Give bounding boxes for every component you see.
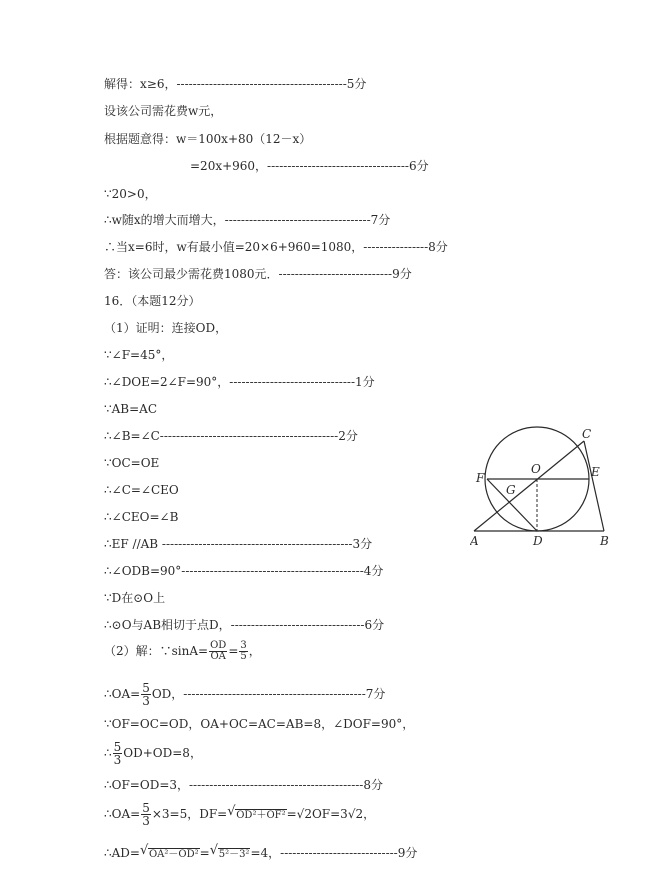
label-g: G <box>506 483 516 497</box>
text-fragment: ∴OA= <box>104 687 141 701</box>
fraction-numerator: 5 <box>113 740 122 754</box>
text-line: ∴∠C=∠CEO <box>104 483 179 497</box>
text-fragment: = <box>228 644 239 658</box>
label-a: A <box>470 534 479 548</box>
label-d: D <box>533 534 543 548</box>
fraction <box>141 682 151 707</box>
text-fragment: = <box>286 807 297 821</box>
label-o: O <box>531 462 541 476</box>
text-line: ∴OF=OD=3，-------------------------------------------8分 <box>104 778 383 792</box>
text-fragment: √2 <box>347 807 364 821</box>
text-line: 解得：x≥6，------------------------------------------5分 <box>104 77 367 91</box>
text-fragment: = <box>199 846 210 860</box>
square-root <box>227 806 286 824</box>
text-line: =20x+960，-----------------------------------6分 <box>190 159 429 173</box>
text-fragment: （2）解：∵sinA= <box>104 644 209 658</box>
text-fragment: ×3=5，DF= <box>151 807 228 821</box>
text-line: 设该公司需花费w元， <box>104 104 223 118</box>
text-fragment: ， <box>363 807 376 821</box>
text-line: ∵AB=AC <box>104 402 158 416</box>
text-line: ∵OC=OE <box>104 456 160 470</box>
label-f: F <box>476 471 485 485</box>
text-line: ∴⊙O与AB相切于点D，---------------------------------6分 <box>104 618 385 632</box>
text-line: ∵∠F=45°， <box>104 348 174 362</box>
text-fragment: √2 <box>296 807 312 821</box>
radicand: OD²＋OF² <box>236 810 286 821</box>
fraction <box>209 641 227 662</box>
label-c: C <box>582 427 592 441</box>
square-root <box>210 845 251 863</box>
fraction-denominator: OA <box>210 651 226 662</box>
fraction-denominator: 3 <box>113 753 122 767</box>
fraction-numerator: 5 <box>142 681 150 695</box>
text-fragment: OD+OD=8， <box>123 746 202 760</box>
text-line: 根据题意得：w＝100x+80（12－x） <box>104 132 312 146</box>
fraction-numerator: 5 <box>142 801 150 815</box>
segment-bc <box>584 441 604 531</box>
text-fragment: OF=3 <box>311 807 348 821</box>
fraction-denominator: 3 <box>142 814 150 828</box>
fraction <box>239 641 247 662</box>
text-line: ∵20>0， <box>104 187 157 201</box>
text-line: ∵D在⊙O上 <box>104 591 166 605</box>
text-fragment: ∴AD= <box>104 846 140 860</box>
text-line: ∴w随x的增大而增大，------------------------------------7分 <box>104 213 391 227</box>
fraction-denominator: 3 <box>142 694 150 708</box>
fraction-denominator: 5 <box>240 651 247 662</box>
text-line: ∴当x=6时，w有最小值=20×6+960=1080，----------------8分 <box>104 240 448 254</box>
text-fragment: ， <box>248 644 261 658</box>
text-fragment: =4，-----------------------------9分 <box>250 846 418 860</box>
text-line: ∴∠CEO=∠B <box>104 510 179 524</box>
text-line: （1）证明：连接OD， <box>104 321 228 335</box>
text-fragment: ∴OA= <box>104 807 141 821</box>
text-line: ∴EF //AB -----------------------------------------------3分 <box>104 537 373 551</box>
text-fragment: OD，---------------------------------------------7分 <box>151 687 386 701</box>
fraction-numerator: OD <box>210 640 227 651</box>
fraction <box>141 802 151 827</box>
square-root <box>140 845 200 863</box>
problem-heading: 16．（本题12分） <box>104 294 201 308</box>
fraction-numerator: 3 <box>240 640 247 651</box>
text-line: ∴∠B=∠C--------------------------------------------2分 <box>104 429 358 443</box>
text-line <box>104 641 261 662</box>
radicand: OA²－OD² <box>148 849 199 860</box>
text-line <box>104 845 417 863</box>
text-line: ∴∠ODB=90°---------------------------------------------4分 <box>104 564 384 578</box>
text-line: ∵OF=OC=OD，OA+OC=AC=AB=8，∠DOF=90°， <box>104 717 415 731</box>
fraction <box>113 741 123 766</box>
text-fragment: ∴ <box>104 746 112 760</box>
text-line <box>104 802 375 827</box>
geometry-figure <box>470 424 620 554</box>
text-line: 答：该公司最少需花费1080元．----------------------------9分 <box>104 267 412 281</box>
text-line: ∴∠DOE=2∠F=90°，-------------------------------1分 <box>104 375 375 389</box>
text-line <box>104 682 385 707</box>
label-e: E <box>591 465 600 479</box>
radicand: 5²－3² <box>218 849 250 860</box>
label-b: B <box>600 534 609 548</box>
text-line <box>104 741 202 766</box>
